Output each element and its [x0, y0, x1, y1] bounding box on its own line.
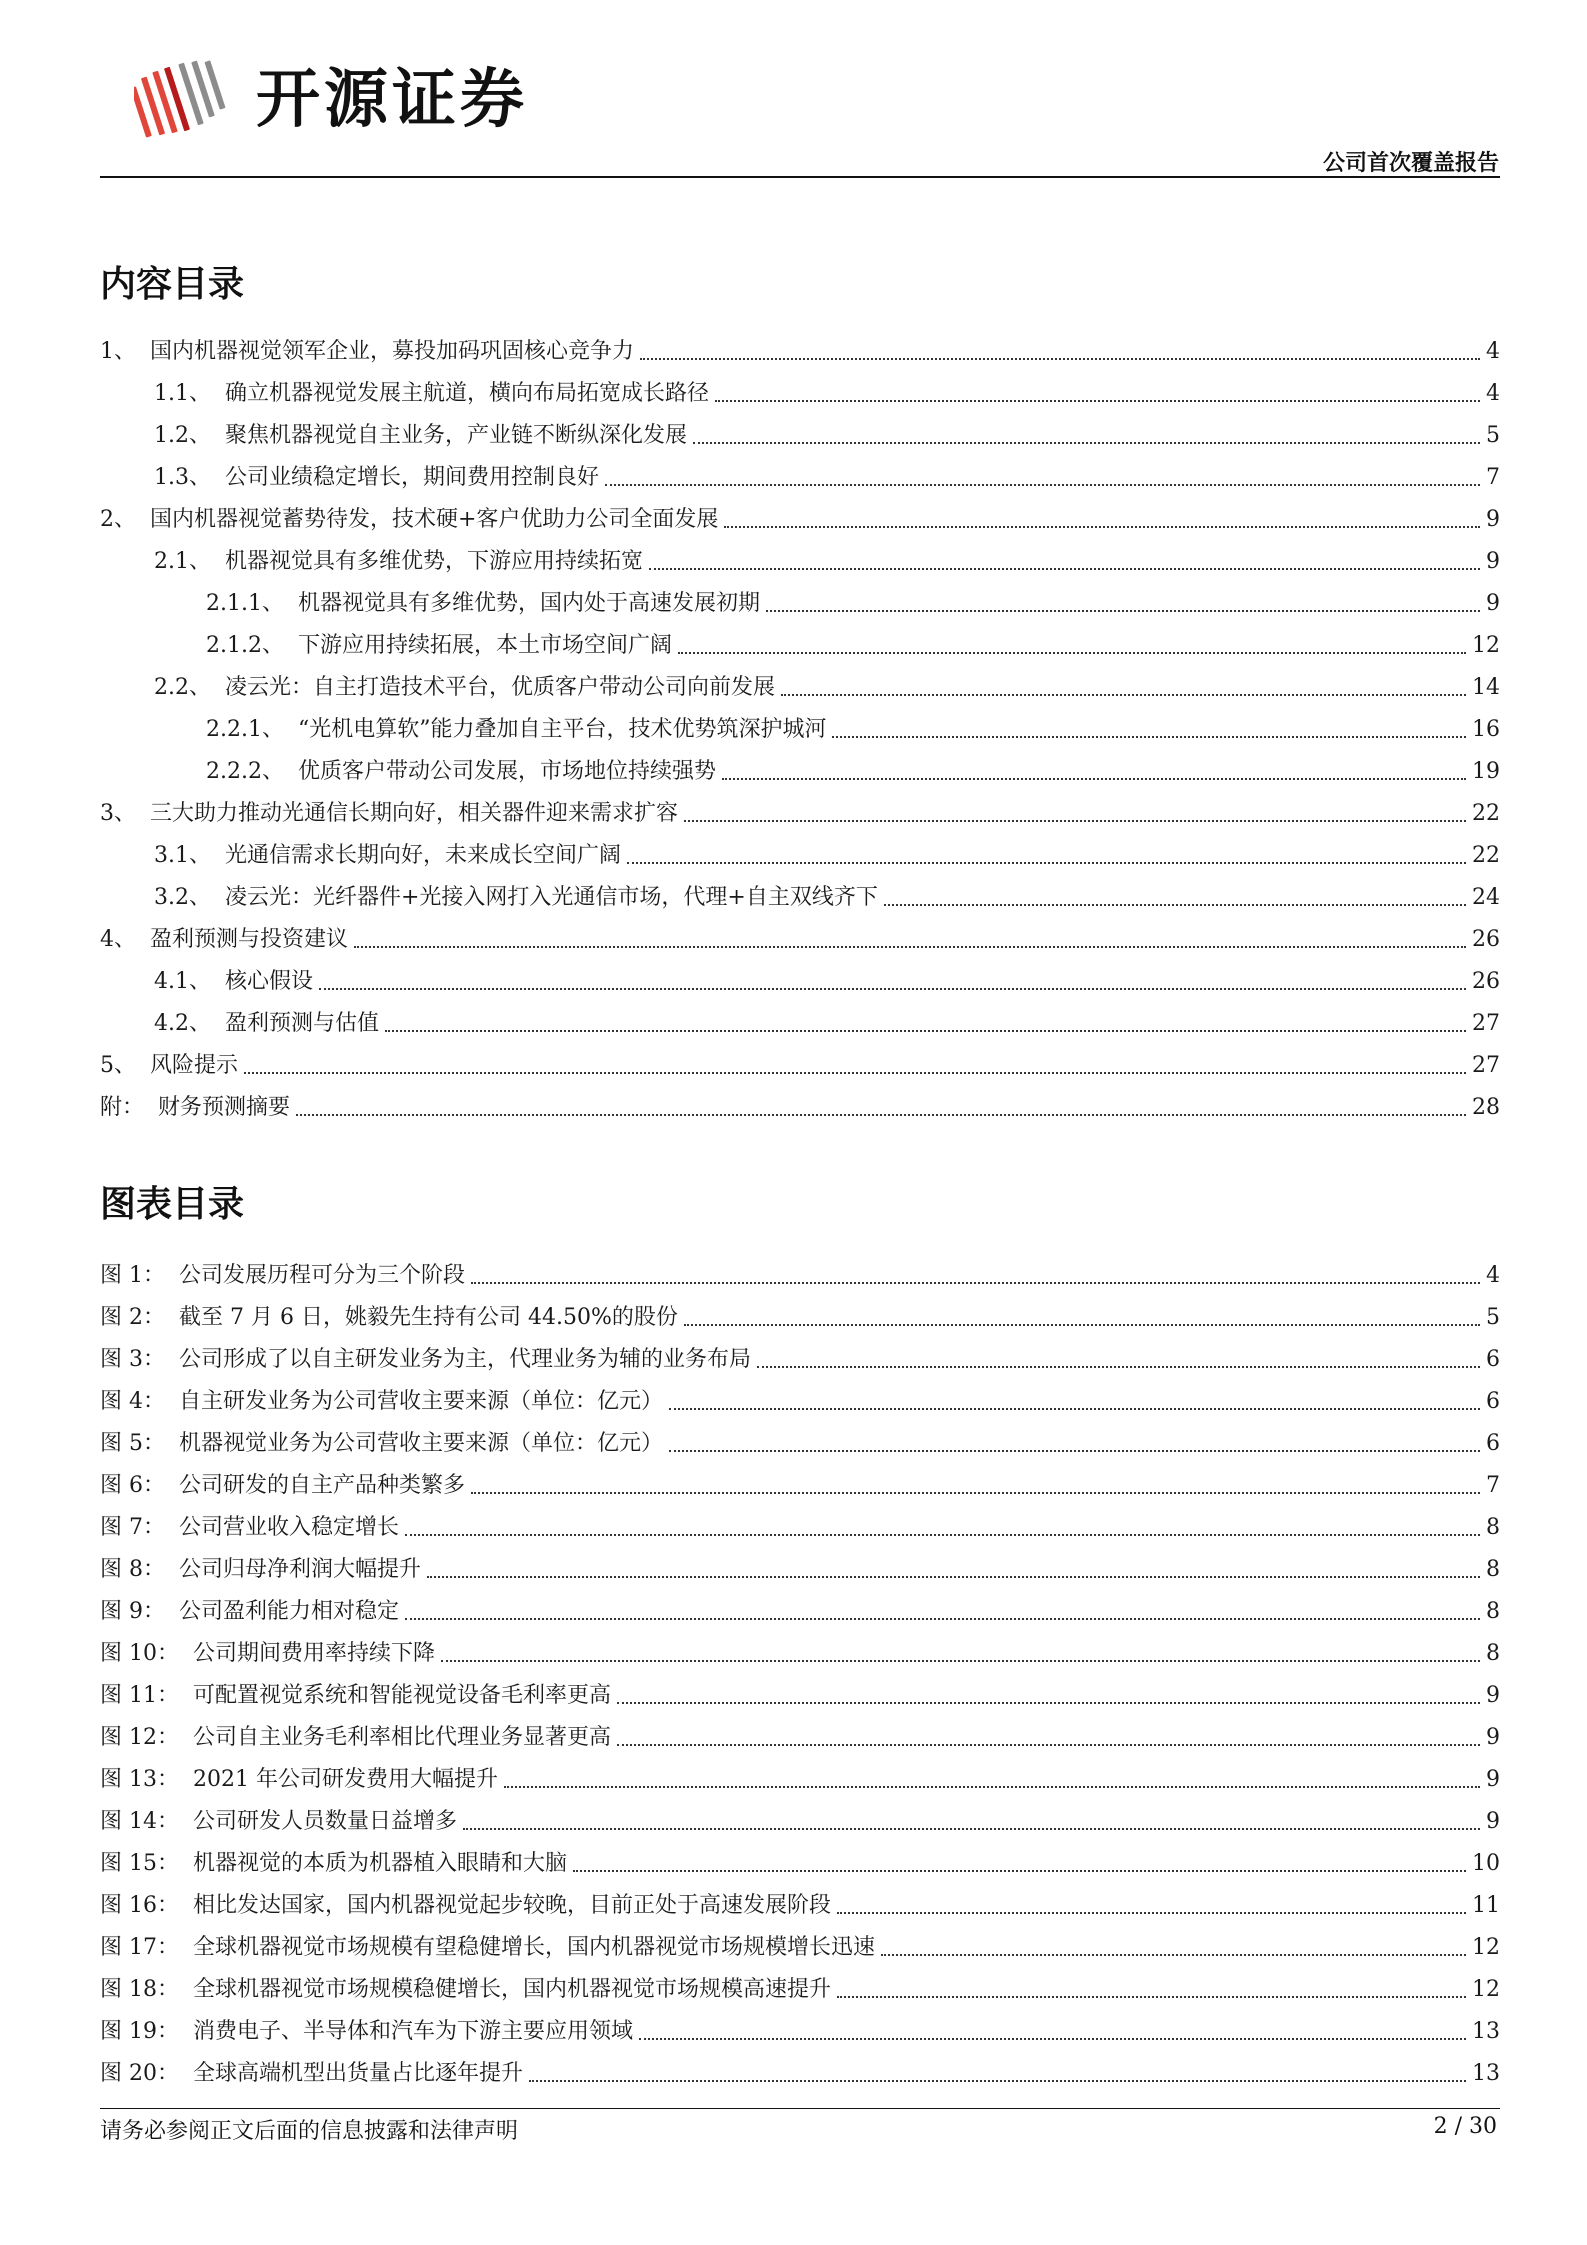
figure-entry-number: 图 15： — [100, 1851, 179, 1876]
toc-entry-number: 3.1、 — [154, 843, 211, 868]
toc-entry[interactable] — [100, 1080, 1500, 1122]
company-logo-icon — [134, 56, 244, 146]
figure-entry-page: 9 — [1486, 1767, 1500, 1792]
toc-entry-leader — [605, 484, 1480, 486]
toc-entry[interactable] — [100, 534, 1500, 576]
figure-entry-number: 图 6： — [100, 1473, 165, 1498]
toc-entry-number: 4.2、 — [154, 1011, 211, 1036]
toc-entry-leader — [724, 526, 1480, 528]
toc-entry-title: 确立机器视觉发展主航道，横向布局拓宽成长路径 — [225, 381, 710, 406]
toc-entry-page: 4 — [1486, 381, 1500, 406]
toc-entry-number: 1.3、 — [154, 465, 211, 490]
figure-entry[interactable] — [100, 1290, 1500, 1332]
toc-entry-title: 财务预测摘要 — [158, 1095, 291, 1120]
toc-entry-leader — [781, 694, 1466, 696]
toc-entry-page: 27 — [1472, 1053, 1500, 1078]
toc-entry-title: 优质客户带动公司发展，市场地位持续强势 — [297, 759, 716, 784]
toc-entry-number: 1.2、 — [154, 423, 211, 448]
figure-entry-title: 自主研发业务为公司营收主要来源（单位：亿元） — [179, 1389, 664, 1414]
figure-entry-number: 图 5： — [100, 1431, 165, 1456]
toc-entry-number: 3、 — [100, 801, 136, 826]
figure-entry[interactable] — [100, 1500, 1500, 1542]
figure-entry-number: 图 17： — [100, 1935, 179, 1960]
figure-entry[interactable] — [100, 1332, 1500, 1374]
toc-entry-title: 风险提示 — [150, 1053, 239, 1078]
toc-entry-title: 盈利预测与投资建议 — [150, 927, 349, 952]
toc-entry-title: 聚焦机器视觉自主业务，产业链不断纵深化发展 — [225, 423, 688, 448]
toc-entry-title: 核心假设 — [225, 969, 314, 994]
toc-entry-number: 附： — [100, 1095, 145, 1120]
figure-entry-leader — [669, 1450, 1480, 1452]
figure-entry-title: 全球机器视觉市场规模稳健增长，国内机器视觉市场规模高速提升 — [193, 1977, 832, 2002]
toc-entry-page: 5 — [1486, 423, 1500, 448]
figure-entry-page: 5 — [1486, 1305, 1500, 1330]
toc-entry-page: 16 — [1472, 717, 1500, 742]
toc-entry[interactable] — [100, 996, 1500, 1038]
toc-entry-leader — [385, 1030, 1466, 1032]
figure-entry-leader — [405, 1618, 1480, 1620]
figure-entry-leader — [684, 1324, 1480, 1326]
toc-entry-number: 1、 — [100, 339, 136, 364]
figure-entry-number: 图 13： — [100, 1767, 179, 1792]
figure-entry-leader — [837, 1912, 1466, 1914]
figure-entry-number: 图 14： — [100, 1809, 179, 1834]
figure-entry[interactable] — [100, 1794, 1500, 1836]
toc-list — [100, 324, 1500, 1122]
toc-entry[interactable] — [100, 408, 1500, 450]
figure-entry-page: 12 — [1472, 1935, 1500, 1960]
figure-entry-number: 图 1： — [100, 1263, 165, 1288]
figure-entry-leader — [441, 1660, 1480, 1662]
figure-entry-leader — [617, 1744, 1480, 1746]
toc-entry[interactable] — [100, 702, 1500, 744]
figure-entry-number: 图 4： — [100, 1389, 165, 1414]
toc-entry-title: 凌云光：自主打造技术平台，优质客户带动公司向前发展 — [225, 675, 776, 700]
figure-list-title: 图表目录 — [100, 1184, 245, 1225]
figure-entry-page: 13 — [1472, 2019, 1500, 2044]
figure-entry[interactable] — [100, 1962, 1500, 2004]
toc-entry-leader — [640, 358, 1480, 360]
figure-entry-page: 6 — [1486, 1431, 1500, 1456]
figure-entry[interactable] — [100, 1878, 1500, 1920]
footer-divider — [100, 2108, 1500, 2109]
figure-entry-number: 图 11： — [100, 1683, 179, 1708]
toc-entry-leader — [884, 904, 1466, 906]
figure-entry-number: 图 2： — [100, 1305, 165, 1330]
toc-entry-page: 28 — [1472, 1095, 1500, 1120]
toc-entry-title: 国内机器视觉领军企业，募投加码巩固核心竞争力 — [150, 339, 635, 364]
toc-entry-page: 26 — [1472, 969, 1500, 994]
toc-entry[interactable] — [100, 324, 1500, 366]
figure-entry[interactable] — [100, 1374, 1500, 1416]
figure-entry-page: 6 — [1486, 1347, 1500, 1372]
toc-entry[interactable] — [100, 954, 1500, 996]
toc-entry-title: “光机电算软”能力叠加自主平台，技术优势筑深护城河 — [297, 717, 827, 742]
footer-disclaimer: 请务必参阅正文后面的信息披露和法律声明 — [100, 2119, 519, 2144]
figure-entry[interactable] — [100, 1752, 1500, 1794]
figure-entry-page: 9 — [1486, 1809, 1500, 1834]
figure-entry-title: 机器视觉业务为公司营收主要来源（单位：亿元） — [179, 1431, 664, 1456]
figure-entry-page: 10 — [1472, 1851, 1500, 1876]
toc-entry[interactable] — [100, 450, 1500, 492]
toc-entry-leader — [678, 652, 1466, 654]
figure-entry[interactable] — [100, 1458, 1500, 1500]
figure-entry-leader — [617, 1702, 1480, 1704]
toc-entry-number: 1.1、 — [154, 381, 211, 406]
toc-entry-page: 12 — [1472, 633, 1500, 658]
toc-entry-leader — [319, 988, 1466, 990]
toc-entry-number: 2.2、 — [154, 675, 211, 700]
figure-entry[interactable] — [100, 1710, 1500, 1752]
figure-entry[interactable] — [100, 1836, 1500, 1878]
figure-entry-page: 4 — [1486, 1263, 1500, 1288]
toc-entry-page: 24 — [1472, 885, 1500, 910]
figure-entry-page: 9 — [1486, 1725, 1500, 1750]
figure-entry-title: 公司发展历程可分为三个阶段 — [179, 1263, 466, 1288]
figure-entry[interactable] — [100, 1542, 1500, 1584]
toc-entry-page: 7 — [1486, 465, 1500, 490]
toc-entry[interactable] — [100, 786, 1500, 828]
figure-entry-number: 图 12： — [100, 1725, 179, 1750]
toc-entry-number: 2.1、 — [154, 549, 211, 574]
figure-entry[interactable] — [100, 1626, 1500, 1668]
figure-entry-number: 图 20： — [100, 2061, 179, 2086]
figure-entry-page: 8 — [1486, 1557, 1500, 1582]
figure-entry-leader — [639, 2038, 1466, 2040]
figure-entry-leader — [504, 1786, 1480, 1788]
toc-entry[interactable] — [100, 744, 1500, 786]
figure-entry-leader — [757, 1366, 1480, 1368]
figure-entry[interactable] — [100, 1584, 1500, 1626]
toc-entry-title: 凌云光：光纤器件+光接入网打入光通信市场，代理+自主双线齐下 — [225, 885, 878, 910]
toc-entry-number: 2.2.2、 — [206, 759, 284, 784]
toc-entry-leader — [296, 1114, 1466, 1116]
figure-entry-title: 公司期间费用率持续下降 — [193, 1641, 436, 1666]
figure-entry-title: 公司形成了以自主研发业务为主，代理业务为辅的业务布局 — [179, 1347, 752, 1372]
figure-entry-title: 公司研发的自主产品种类繁多 — [179, 1473, 466, 1498]
page-indicator: 2 / 30 — [1433, 2114, 1497, 2139]
figure-entry-number: 图 19： — [100, 2019, 179, 2044]
figure-entry-title: 可配置视觉系统和智能视觉设备毛利率更高 — [193, 1683, 612, 1708]
figure-entry-title: 截至 7 月 6 日，姚毅先生持有公司 44.50%的股份 — [179, 1305, 678, 1330]
toc-entry-leader — [649, 568, 1480, 570]
figure-entry-leader — [405, 1534, 1480, 1536]
figure-entry-leader — [669, 1408, 1480, 1410]
figure-entry-title: 公司营业收入稳定增长 — [179, 1515, 400, 1540]
toc-entry-title: 下游应用持续拓展，本土市场空间广阔 — [297, 633, 672, 658]
figure-entry[interactable] — [100, 1668, 1500, 1710]
figure-entry-title: 相比发达国家，国内机器视觉起步较晚，目前正处于高速发展阶段 — [193, 1893, 832, 1918]
figure-entry[interactable] — [100, 2004, 1500, 2046]
toc-entry-title: 国内机器视觉蓄势待发，技术硬+客户优助力公司全面发展 — [150, 507, 719, 532]
toc-entry[interactable] — [100, 828, 1500, 870]
figure-entry-leader — [471, 1282, 1480, 1284]
figure-entry-title: 公司盈利能力相对稳定 — [179, 1599, 400, 1624]
figure-entry-leader — [471, 1492, 1480, 1494]
toc-entry[interactable] — [100, 366, 1500, 408]
toc-entry-page: 26 — [1472, 927, 1500, 952]
figure-entry-title: 全球机器视觉市场规模有望稳健增长，国内机器视觉市场规模增长迅速 — [193, 1935, 876, 1960]
toc-entry-title: 盈利预测与估值 — [225, 1011, 380, 1036]
figure-entry[interactable] — [100, 1920, 1500, 1962]
toc-entry-title: 机器视觉具有多维优势，下游应用持续拓宽 — [225, 549, 644, 574]
toc-entry-title: 光通信需求长期向好，未来成长空间广阔 — [225, 843, 622, 868]
report-type-label: 公司首次覆盖报告 — [1322, 151, 1499, 176]
figure-entry-title: 2021 年公司研发费用大幅提升 — [193, 1767, 498, 1792]
figure-entry-number: 图 7： — [100, 1515, 165, 1540]
toc-entry[interactable] — [100, 1038, 1500, 1080]
toc-entry-page: 4 — [1486, 339, 1500, 364]
toc-entry-title: 机器视觉具有多维优势，国内处于高速发展初期 — [297, 591, 760, 616]
figure-entry-title: 机器视觉的本质为机器植入眼睛和大脑 — [193, 1851, 568, 1876]
figure-entry-page: 9 — [1486, 1683, 1500, 1708]
figure-entry-page: 7 — [1486, 1473, 1500, 1498]
figure-entry-page: 8 — [1486, 1599, 1500, 1624]
figure-entry-leader — [837, 1996, 1466, 1998]
toc-entry-page: 19 — [1472, 759, 1500, 784]
toc-entry-number: 2、 — [100, 507, 136, 532]
figure-entry-number: 图 9： — [100, 1599, 165, 1624]
toc-entry-number: 2.2.1、 — [206, 717, 284, 742]
toc-entry-number: 5、 — [100, 1053, 136, 1078]
toc-entry-leader — [244, 1072, 1466, 1074]
toc-entry-number: 2.1.2、 — [206, 633, 284, 658]
figure-entry-leader — [573, 1870, 1466, 1872]
figure-entry-leader — [529, 2080, 1466, 2082]
toc-entry-page: 9 — [1486, 549, 1500, 574]
toc-entry-leader — [354, 946, 1466, 948]
toc-entry-title: 三大助力推动光通信长期向好，相关器件迎来需求扩容 — [150, 801, 679, 826]
figure-entry-number: 图 18： — [100, 1977, 179, 2002]
toc-entry-leader — [684, 820, 1466, 822]
toc-entry-title: 公司业绩稳定增长，期间费用控制良好 — [225, 465, 600, 490]
toc-entry-leader — [832, 736, 1466, 738]
figure-entry-number: 图 10： — [100, 1641, 179, 1666]
toc-entry-number: 4.1、 — [154, 969, 211, 994]
figure-entry-leader — [881, 1954, 1466, 1956]
toc-entry-number: 4、 — [100, 927, 136, 952]
toc-entry-leader — [715, 400, 1480, 402]
figure-entry-title: 全球高端机型出货量占比逐年提升 — [193, 2061, 524, 2086]
toc-entry[interactable] — [100, 492, 1500, 534]
figure-entry-number: 图 16： — [100, 1893, 179, 1918]
figure-entry-page: 11 — [1472, 1893, 1500, 1918]
toc-entry[interactable] — [100, 660, 1500, 702]
header-divider — [100, 176, 1500, 178]
figure-entry-page: 12 — [1472, 1977, 1500, 2002]
toc-entry[interactable] — [100, 576, 1500, 618]
figure-entry-leader — [463, 1828, 1480, 1830]
toc-entry-page: 14 — [1472, 675, 1500, 700]
toc-entry-leader — [627, 862, 1466, 864]
figure-entry[interactable] — [100, 1416, 1500, 1458]
figure-entry[interactable] — [100, 1248, 1500, 1290]
toc-entry[interactable] — [100, 618, 1500, 660]
toc-entry[interactable] — [100, 870, 1500, 912]
figure-entry-title: 公司归母净利润大幅提升 — [179, 1557, 422, 1582]
figure-entry-title: 公司自主业务毛利率相比代理业务显著更高 — [193, 1725, 612, 1750]
figure-entry-title: 消费电子、半导体和汽车为下游主要应用领域 — [193, 2019, 634, 2044]
figure-entry-page: 8 — [1486, 1515, 1500, 1540]
figure-list — [100, 1248, 1500, 2088]
toc-entry-page: 9 — [1486, 591, 1500, 616]
figure-entry-leader — [427, 1576, 1480, 1578]
toc-entry-page: 22 — [1472, 843, 1500, 868]
toc-entry-page: 9 — [1486, 507, 1500, 532]
toc-entry-page: 22 — [1472, 801, 1500, 826]
toc-entry-number: 3.2、 — [154, 885, 211, 910]
figure-entry-number: 图 8： — [100, 1557, 165, 1582]
toc-entry-leader — [722, 778, 1466, 780]
toc-entry-number: 2.1.1、 — [206, 591, 284, 616]
toc-title: 内容目录 — [100, 264, 245, 305]
brand-name: 开源证券 — [256, 63, 528, 137]
toc-entry-page: 27 — [1472, 1011, 1500, 1036]
toc-entry[interactable] — [100, 912, 1500, 954]
toc-entry-leader — [693, 442, 1480, 444]
figure-entry-title: 公司研发人员数量日益增多 — [193, 1809, 458, 1834]
figure-entry[interactable] — [100, 2046, 1500, 2088]
figure-entry-page: 13 — [1472, 2061, 1500, 2086]
figure-entry-page: 8 — [1486, 1641, 1500, 1666]
toc-entry-leader — [766, 610, 1480, 612]
figure-entry-page: 6 — [1486, 1389, 1500, 1414]
figure-entry-number: 图 3： — [100, 1347, 165, 1372]
